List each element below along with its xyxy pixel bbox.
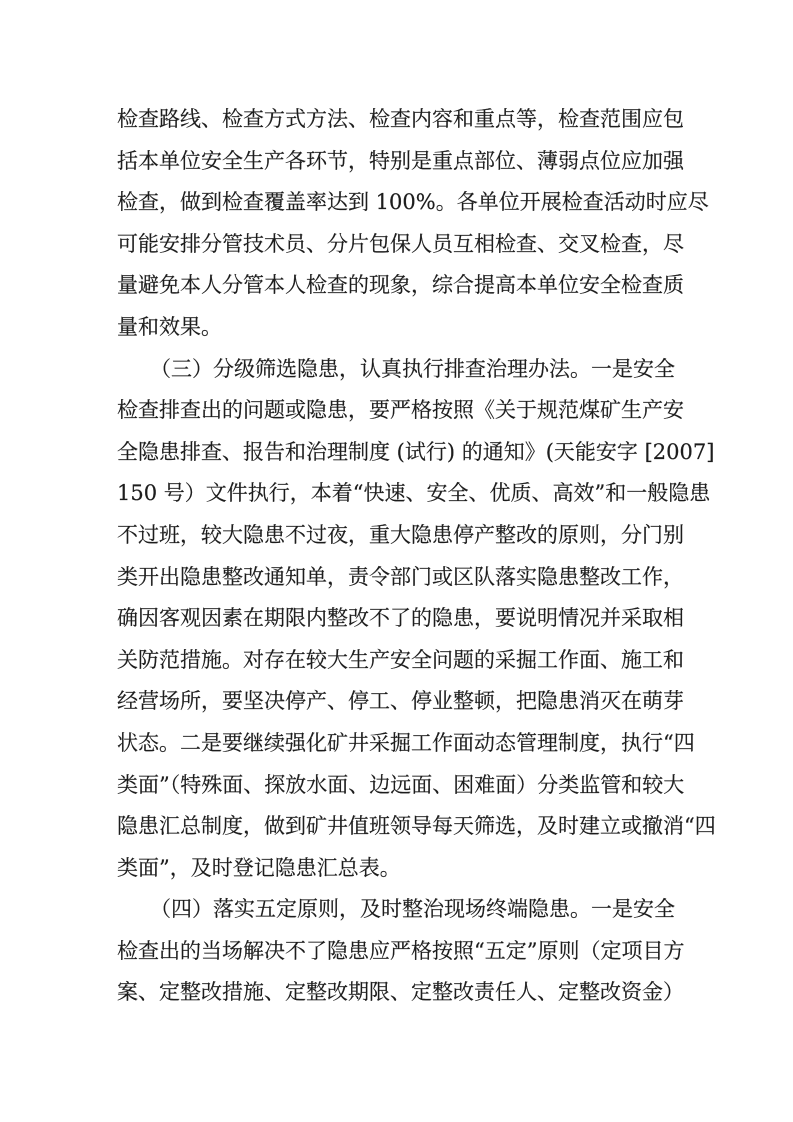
document-text-block	[117, 99, 716, 1014]
text-line: 检查，做到检查覆盖率达到 100%。各单位开展检查活动时应尽	[117, 190, 709, 215]
text-line: 全隐患排查、报告和治理制度 (试行) 的通知》(天能安字 [2007]	[117, 439, 715, 464]
text-line: 状态。二是要继续强化矿井采掘工作面动态管理制度，执行“四	[117, 730, 695, 755]
text-line: 类面”，及时登记隐患汇总表。	[117, 855, 401, 880]
text-line-paragraph-start: （四）落实五定原则，及时整治现场终端隐患。一是安全	[150, 897, 675, 922]
text-line: 检查路线、检查方式方法、检查内容和重点等，检查范围应包	[117, 107, 684, 131]
text-line: 可能安排分管技术员、分片包保人员互相检查、交叉检查，尽	[117, 231, 684, 256]
text-line: 类面”（特殊面、探放水面、边远面、困难面）分类监管和较大	[117, 772, 685, 797]
text-line: 确因客观因素在期限内整改不了的隐患，要说明情况并采取相	[117, 606, 684, 631]
text-line-paragraph-start: （三）分级筛选隐患，认真执行排查治理办法。一是安全	[150, 356, 675, 381]
text-line: 检查排查出的问题或隐患，要严格按照《关于规范煤矿生产安	[117, 398, 684, 423]
text-line: 检查出的当场解决不了隐患应严格按照“五定”原则（定项目方	[117, 938, 685, 963]
text-line: 关防范措施。对存在较大生产安全问题的采掘工作面、施工和	[117, 647, 684, 672]
text-line: 量避免本人分管本人检查的现象，综合提高本单位安全检查质	[117, 273, 684, 298]
text-line: 案、定整改措施、定整改期限、定整改责任人、定整改资金）	[117, 980, 684, 1005]
text-line: 经营场所，要坚决停产、停工、停业整顿，把隐患消灭在萌芽	[117, 689, 684, 714]
text-line: 类开出隐患整改通知单，责令部门或区队落实隐患整改工作，	[117, 564, 684, 589]
text-line: 括本单位安全生产各环节，特别是重点部位、薄弱点位应加强	[117, 148, 684, 173]
text-line: 150 号）文件执行，本着“快速、安全、优质、高效”和一般隐患	[117, 481, 711, 506]
text-line: 不过班，较大隐患不过夜，重大隐患停产整改的原则，分门别	[117, 522, 684, 547]
text-line: 隐患汇总制度，做到矿井值班领导每天筛选，及时建立或撤消“四	[117, 814, 716, 839]
text-line: 量和效果。	[117, 314, 222, 339]
